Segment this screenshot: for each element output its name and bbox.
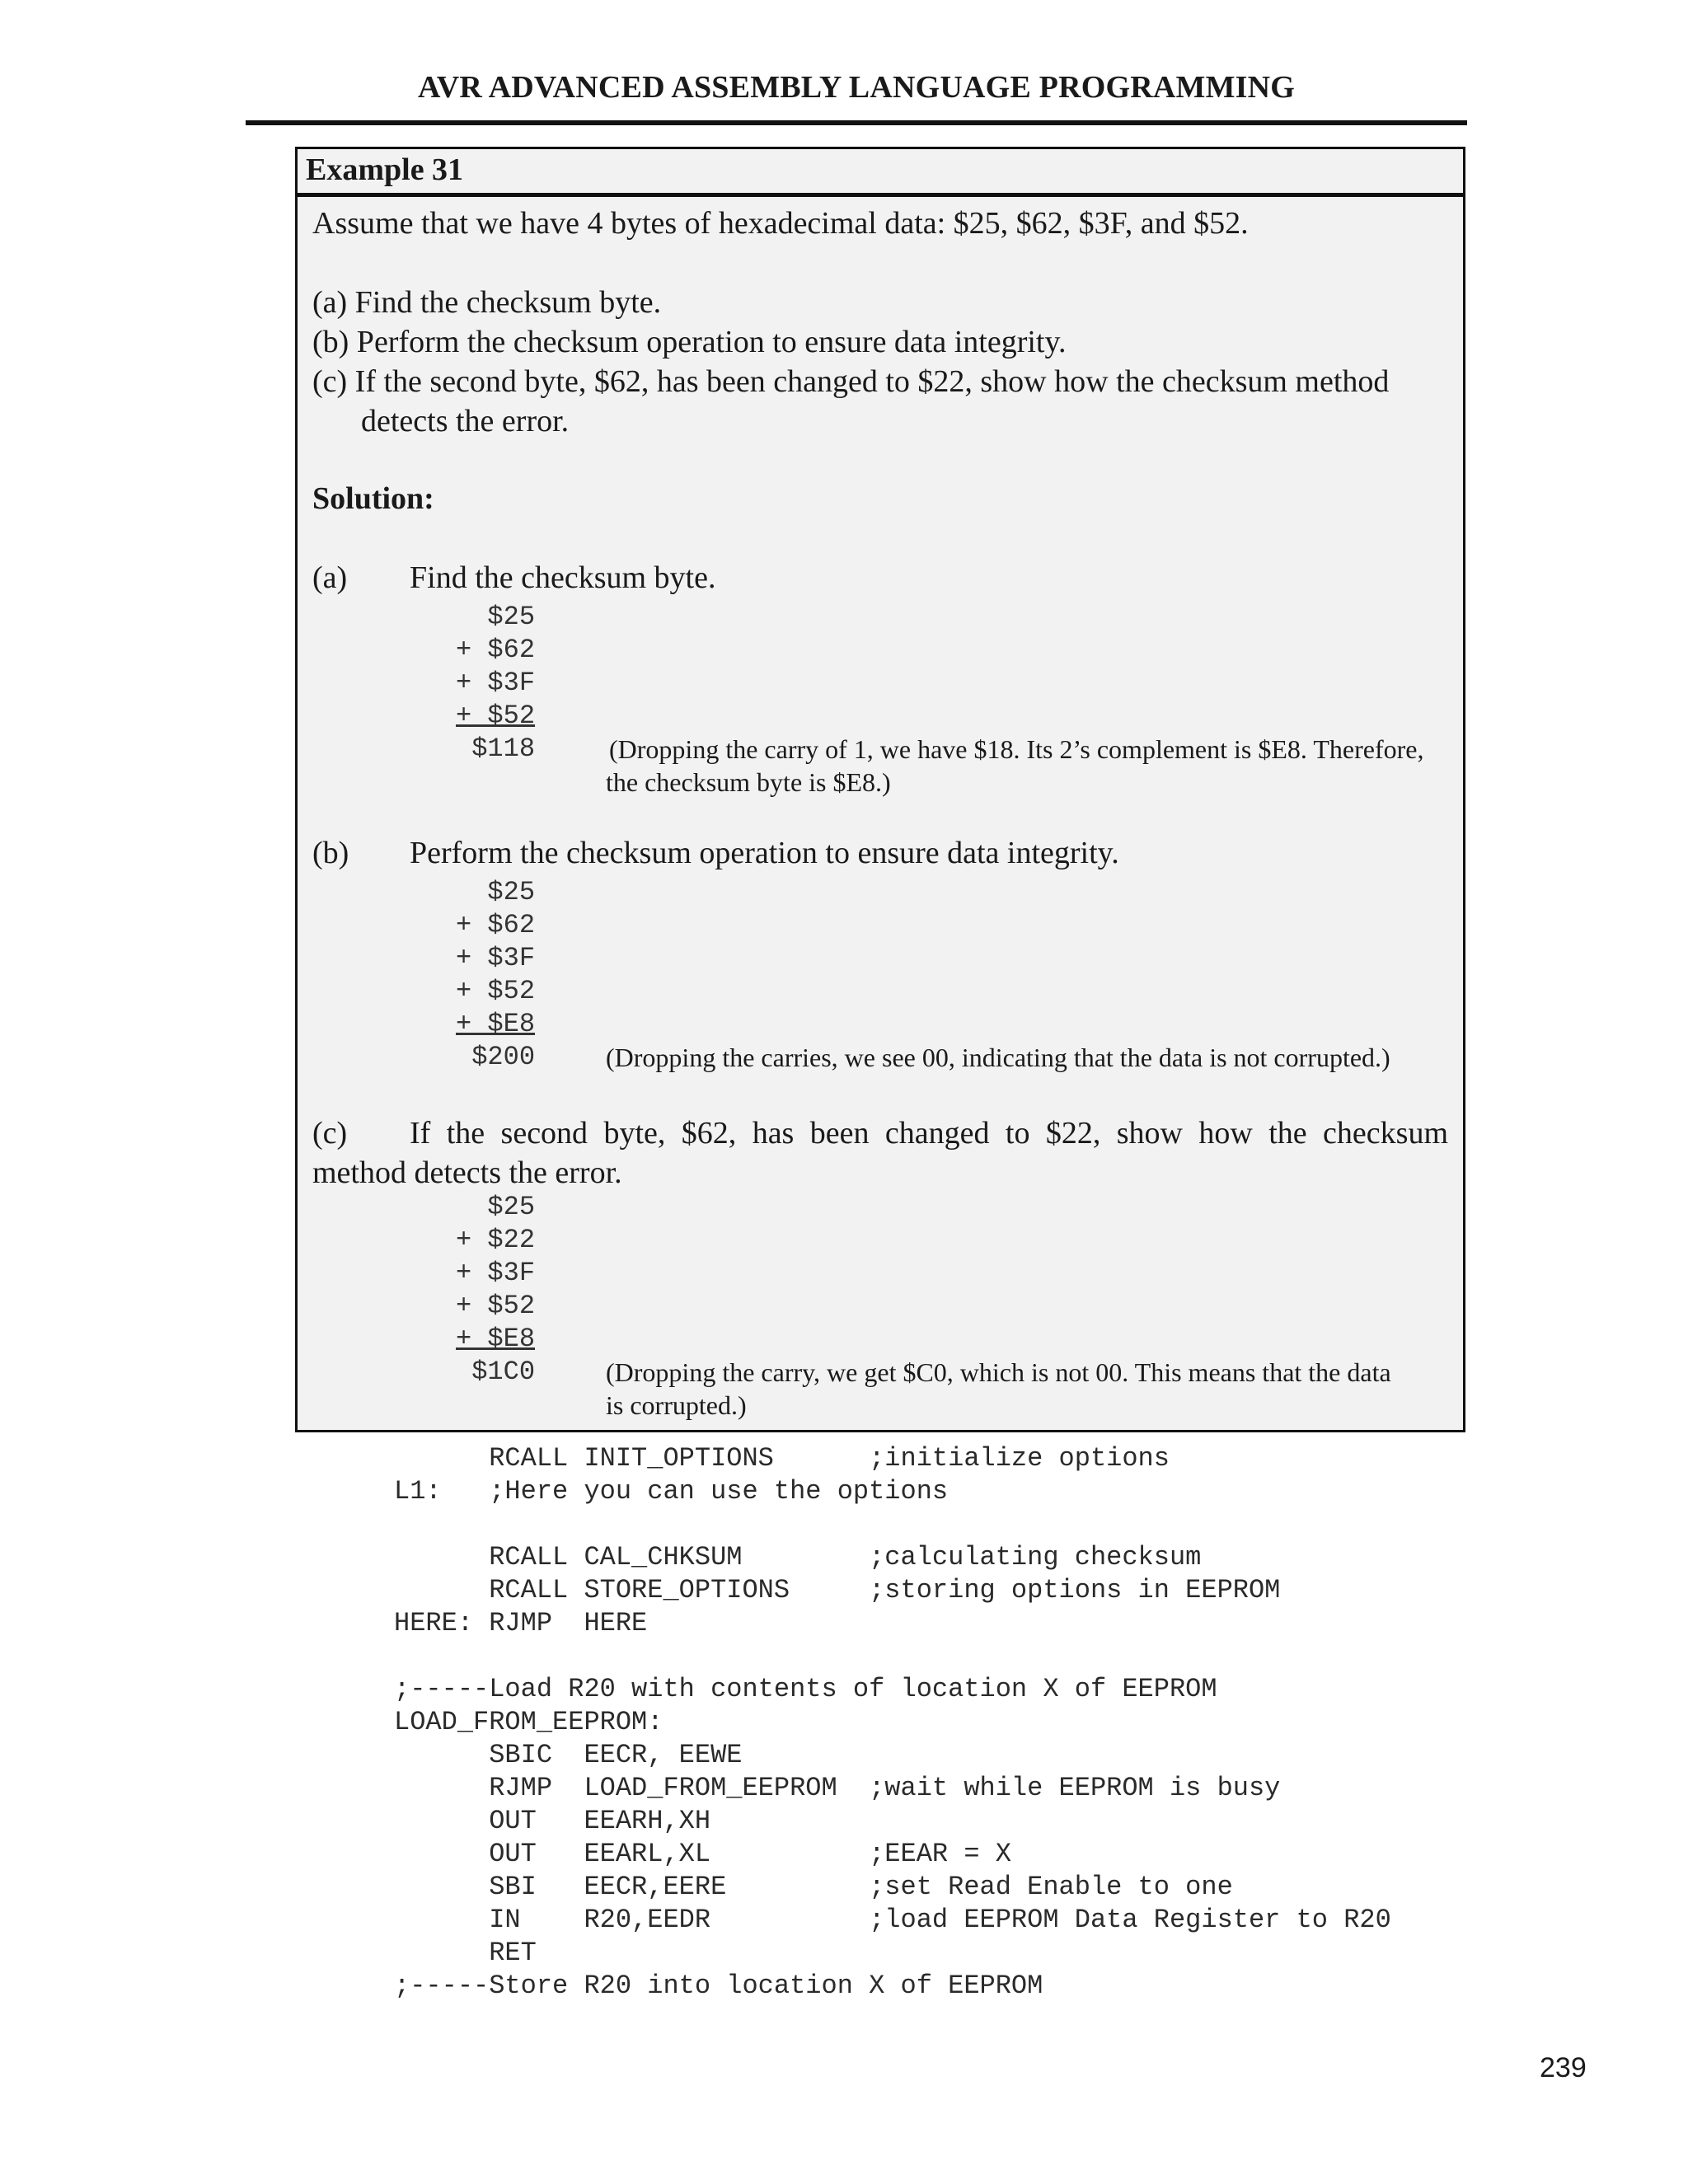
part-b-addend-1: $25 bbox=[456, 877, 536, 907]
part-a-addend-4: + $52 bbox=[456, 701, 536, 731]
code-line: OUT EEARL,XL ;EEAR = X bbox=[394, 1839, 1011, 1869]
code-line: RJMP LOAD_FROM_EEPROM ;wait while EEPROM is busy bbox=[394, 1773, 1281, 1803]
header-rule bbox=[246, 120, 1467, 125]
part-b-addend-2: + $62 bbox=[456, 910, 536, 940]
code-line: L1: ;Here you can use the options bbox=[394, 1476, 949, 1507]
part-c-label: (c) bbox=[312, 1116, 348, 1151]
code-line: SBIC EECR, EEWE bbox=[394, 1740, 743, 1770]
part-c-addend-1: $25 bbox=[456, 1192, 536, 1222]
part-c-heading-continued: method detects the error. bbox=[312, 1155, 622, 1190]
code-line: RCALL CAL_CHKSUM ;calculating checksum bbox=[394, 1542, 1202, 1572]
example-intro: Assume that we have 4 bytes of hexadecimal data: $25, $62, $3F, and $52. bbox=[312, 206, 1249, 241]
part-b-addend-4: + $52 bbox=[456, 976, 536, 1006]
part-b-heading: Perform the checksum operation to ensure data integrity. bbox=[410, 836, 1119, 870]
part-b-addend-5: + $E8 bbox=[456, 1009, 536, 1039]
question-a: (a) Find the checksum byte. bbox=[312, 285, 662, 320]
part-c-sum: $1C0 bbox=[456, 1357, 536, 1387]
part-a-note: (Dropping the carry of 1, we have $18. Its 2’s complement is $E8. Therefore, bbox=[609, 734, 1424, 764]
code-line: ;-----Load R20 with contents of location X of EEPROM bbox=[394, 1674, 1217, 1704]
part-b-addend-3: + $3F bbox=[456, 943, 536, 973]
solution-label: Solution: bbox=[312, 481, 434, 516]
part-b-label: (b) bbox=[312, 836, 349, 870]
example-box bbox=[295, 147, 1465, 1432]
part-a-sum: $118 bbox=[456, 733, 536, 764]
code-line: IN R20,EEDR ;load EEPROM Data Register to R20 bbox=[394, 1905, 1391, 1935]
part-a-addend-1: $25 bbox=[456, 602, 536, 632]
part-a-heading: Find the checksum byte. bbox=[410, 560, 716, 595]
page-number: 239 bbox=[1540, 2052, 1587, 2083]
page-header: AVR ADVANCED ASSEMBLY LANGUAGE PROGRAMMING bbox=[417, 70, 1296, 105]
code-line: ;-----Store R20 into location X of EEPROM bbox=[394, 1971, 1043, 2001]
part-c-note-continued: is corrupted.) bbox=[606, 1390, 747, 1420]
part-c-addend-5: + $E8 bbox=[456, 1324, 536, 1354]
part-a-addend-2: + $62 bbox=[456, 635, 536, 665]
part-c-addend-3: + $3F bbox=[456, 1258, 536, 1288]
part-c-heading: If the second byte, $62, has been changed to $22, show how the checksum bbox=[410, 1116, 1448, 1151]
code-line: HERE: RJMP HERE bbox=[394, 1608, 648, 1638]
code-line: RET bbox=[394, 1938, 537, 1968]
part-c-addend-2: + $22 bbox=[456, 1225, 536, 1255]
example-title: Example 31 bbox=[298, 149, 1463, 197]
code-line: LOAD_FROM_EEPROM: bbox=[394, 1707, 663, 1737]
part-c-note: (Dropping the carry, we get $C0, which is not 00. This means that the data bbox=[606, 1357, 1391, 1387]
part-b-note: (Dropping the carries, we see 00, indicating that the data is not corrupted.) bbox=[606, 1043, 1390, 1072]
question-c: (c) If the second byte, $62, has been changed to $22, show how the checksum method bbox=[312, 364, 1390, 399]
question-b: (b) Perform the checksum operation to ensure data integrity. bbox=[312, 325, 1067, 359]
part-a-note-continued: the checksum byte is $E8.) bbox=[606, 767, 891, 797]
question-c-continued: detects the error. bbox=[361, 404, 570, 438]
code-line: RCALL INIT_OPTIONS ;initialize options bbox=[394, 1443, 1170, 1474]
part-a-label: (a) bbox=[312, 560, 348, 595]
part-a-addend-3: + $3F bbox=[456, 668, 536, 698]
code-line: OUT EEARH,XH bbox=[394, 1806, 711, 1836]
code-line: SBI EECR,EERE ;set Read Enable to one bbox=[394, 1872, 1233, 1902]
code-line: RCALL STORE_OPTIONS ;storing options in EEPROM bbox=[394, 1575, 1281, 1605]
part-b-sum: $200 bbox=[456, 1042, 536, 1072]
part-c-addend-4: + $52 bbox=[456, 1291, 536, 1321]
